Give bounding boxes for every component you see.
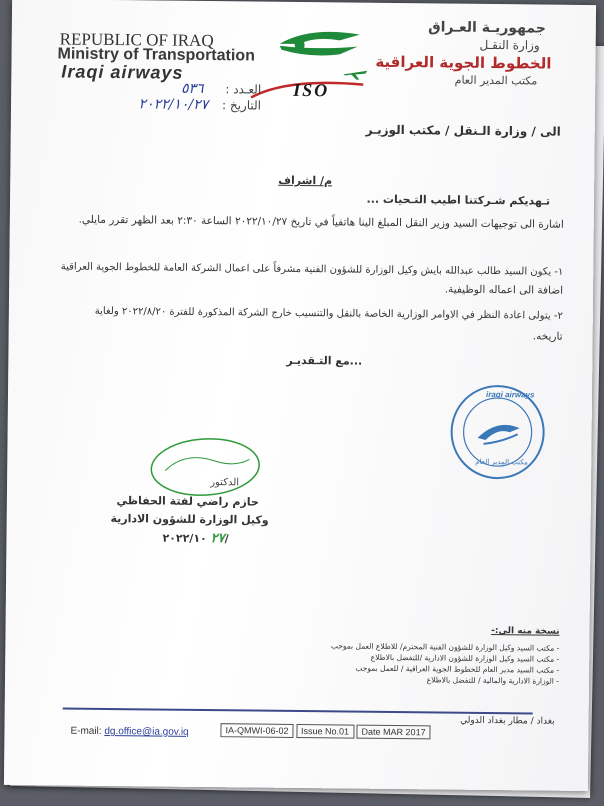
arabic-ministry: وزارة النقـل <box>479 37 540 53</box>
signature-scribble-icon <box>145 430 266 501</box>
copy-item: - الوزارة الادارية والمالية / للتفضل بالاطلاع <box>426 675 560 686</box>
issue-number: Issue No.01 <box>296 724 354 739</box>
item1-line1: ١- يكون السيد طالب عبدالله بايش وكيل الوزارة للشؤون الفنية مشرفاً على اعمال الشركة العامة للخطوط الجوية العراقية <box>60 261 564 278</box>
airline-logo-icon <box>269 24 369 65</box>
arabic-office: مكتب المدير العام <box>454 73 538 88</box>
issue-date: Date MAR 2017 <box>356 725 430 740</box>
stamp-sub: مكتب المدير العام <box>475 457 528 467</box>
recipient-line: الى / وزارة الـنقل / مكتب الوزيـر <box>365 122 561 139</box>
english-airline: Iraqi airways <box>61 61 184 83</box>
email-link[interactable]: dg.office@ia.gov.iq <box>104 725 189 738</box>
copies-heading: نسخة منه الى:- <box>491 626 560 637</box>
form-code: IA-QMWI-06-02 <box>220 723 293 738</box>
number-value: ٥٣٦ <box>180 80 204 97</box>
iso-text: ISO <box>293 79 330 101</box>
signatory-title: الدكتور <box>210 477 240 489</box>
greeting-line: تـهديكم شـركتنا اطيب التـحيات ... <box>366 192 551 208</box>
signatory-name: حازم راضي لفتة الحفاظي <box>116 494 259 509</box>
english-ministry: Ministry of Transportation <box>57 45 255 65</box>
signature-date-row <box>162 531 228 547</box>
signatory-position: وكيل الوزارة للشؤون الادارية <box>110 512 269 527</box>
arabic-airline: الخطوط الجوية العراقية <box>375 52 552 73</box>
item1-line2: اضافة الى اعماله الوظيفية. <box>444 283 564 297</box>
subject-line: م/ اشراف <box>278 173 333 188</box>
number-label: العـدد : <box>225 82 262 97</box>
copies-list <box>219 639 559 687</box>
date-value: ٢٠٢٢/١٠/٢٧ <box>138 96 209 114</box>
stamp-text: iraqi airways <box>485 389 535 400</box>
english-country: REPUBLIC OF IRAQ <box>59 29 214 51</box>
item2-line2: تاريخه. <box>532 330 563 343</box>
item2-line1: ٢- يتولى اعادة النظر في الاوامر الوزارية الخاصة بالنقل والتنسيب خارج الشركة المذكورة للفترة ٢٠٢٢/٨/٢٠ ولغاية <box>94 305 563 322</box>
footer-address: بغداد / مطار بغداد الدولي <box>460 715 555 727</box>
reference-number-row <box>91 80 261 98</box>
copy-item: - مكتب السيد وكيل الوزارة للشؤون الادارية /للتفضل بالاطلاع <box>370 652 560 664</box>
copy-item: - مكتب السيد وكيل الوزارة للشؤون الفنية المحترم/ للاطلاع العمل بموجب <box>330 641 560 653</box>
footer-codes <box>220 723 430 739</box>
letter-page <box>4 0 596 791</box>
closing-line: مع التـقديـر... <box>286 353 363 368</box>
date-label: التاريخ : <box>221 98 262 113</box>
signature-day: ٢٧ <box>210 531 225 547</box>
arabic-country: جمهوريـة العـراق <box>428 19 546 37</box>
footer-email <box>70 726 188 738</box>
footer-rule <box>63 708 533 715</box>
email-label: E-mail: <box>70 725 102 737</box>
copy-item: - مكتب السيد مدير العام للخطوط الجوية العراقية / للعمل بموجب <box>355 663 560 675</box>
date-row <box>91 96 261 114</box>
intro-paragraph: اشارة الى توجيهات السيد وزير النقل المبلغ الينا هاتفياً في تاريخ ٢٠٢٢/١٠/٢٧ الساعة ٢:٣٠ بعد الظهر تقرر مايلي. <box>78 213 564 231</box>
signature-date: ٢٠٢٢/١٠/ <box>162 531 229 546</box>
